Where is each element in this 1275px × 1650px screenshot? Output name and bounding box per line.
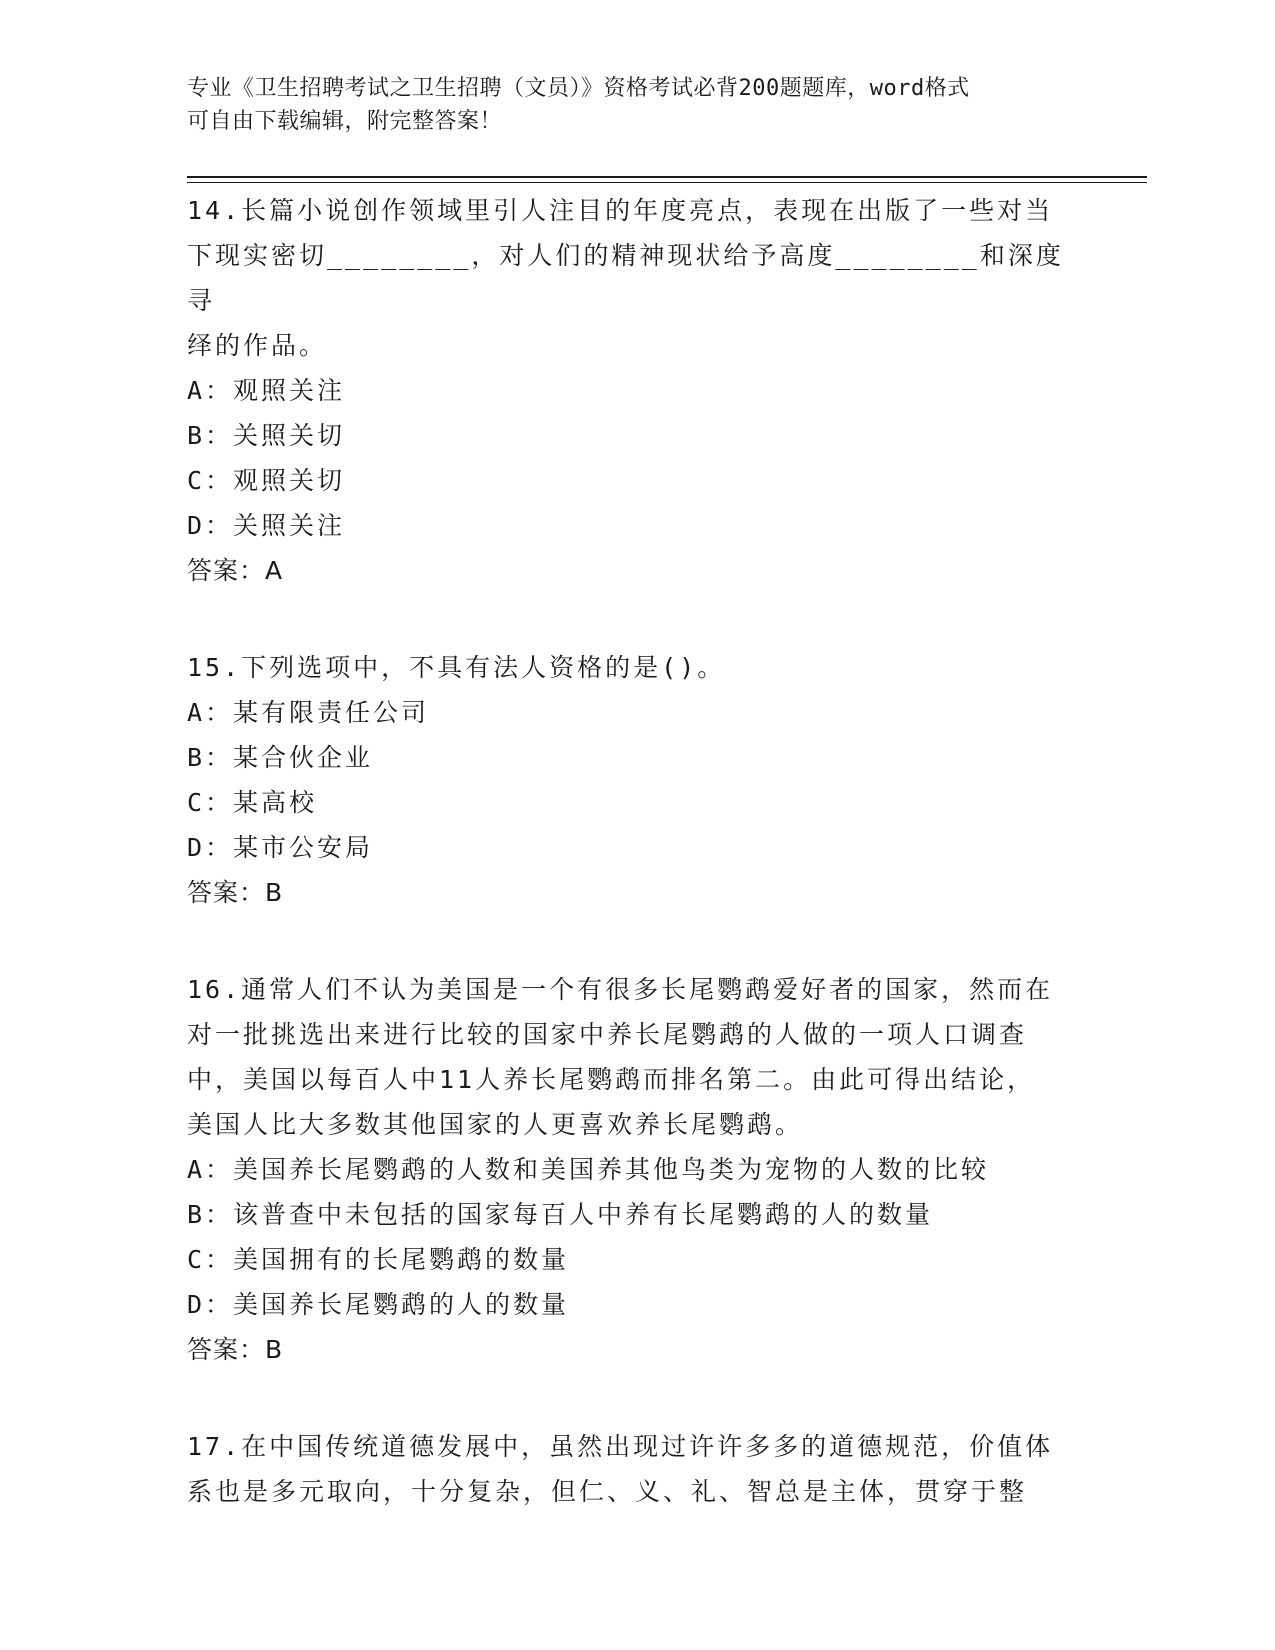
- option-a: A：观照关注: [187, 376, 346, 405]
- question-17: [187, 1424, 1087, 1514]
- option-c: C：某高校: [187, 788, 318, 817]
- option-d: D：关照关注: [187, 511, 346, 540]
- question-stem-line: 中，美国以每百人中11人养长尾鹦鹉而排名第二。由此可得出结论，: [187, 1065, 1036, 1094]
- question-stem-line: 15.下列选项中，不具有法人资格的是()。: [187, 653, 726, 682]
- option-d: D：某市公安局: [187, 833, 374, 862]
- option-b: B：某合伙企业: [187, 743, 374, 772]
- question-16: [187, 967, 1087, 1372]
- option-d: D：美国养长尾鹦鹉的人的数量: [187, 1290, 570, 1319]
- question-list: [187, 188, 1087, 1514]
- question-stem-line: 16.通常人们不认为美国是一个有很多长尾鹦鹉爱好者的国家，然而在: [187, 975, 1054, 1004]
- question-stem-line: 绎的作品。: [187, 331, 328, 360]
- answer-line: 答案：B: [187, 1335, 284, 1364]
- header-divider-thick: [187, 176, 1147, 178]
- question-spacer: [187, 915, 1087, 967]
- document-header: [187, 72, 1067, 138]
- header-divider-thin: [187, 182, 1147, 183]
- question-stem-line: 美国人比大多数其他国家的人更喜欢养长尾鹦鹉。: [187, 1110, 804, 1139]
- question-stem-line: 系也是多元取向，十分复杂，但仁、义、礼、智总是主体，贯穿于整: [187, 1477, 1028, 1506]
- option-c: C：观照关切: [187, 466, 346, 495]
- question-spacer: [187, 593, 1087, 645]
- option-a: A：美国养长尾鹦鹉的人数和美国养其他鸟类为宠物的人数的比较: [187, 1155, 990, 1184]
- header-line-1: 专业《卫生招聘考试之卫生招聘（文员）》资格考试必背200题题库，word格式: [187, 76, 970, 101]
- option-a: A：某有限责任公司: [187, 698, 430, 727]
- question-stem-line: 下现实密切________，对人们的精神现状给予高度________和深度寻: [187, 241, 1064, 315]
- question-stem-line: 17.在中国传统道德发展中，虽然出现过许许多多的道德规范，价值体: [187, 1432, 1054, 1461]
- option-c: C：美国拥有的长尾鹦鹉的数量: [187, 1245, 570, 1274]
- answer-line: 答案：B: [187, 878, 284, 907]
- header-line-2: 可自由下载编辑，附完整答案！: [187, 109, 503, 134]
- option-b: B：该普查中未包括的国家每百人中养有长尾鹦鹉的人的数量: [187, 1200, 934, 1229]
- answer-line: 答案：A: [187, 556, 284, 585]
- question-stem-line: 14.长篇小说创作领域里引人注目的年度亮点，表现在出版了一些对当: [187, 196, 1054, 225]
- question-15: [187, 645, 1087, 915]
- option-b: B：关照关切: [187, 421, 346, 450]
- question-14: [187, 188, 1087, 593]
- question-stem-line: 对一批挑选出来进行比较的国家中养长尾鹦鹉的人做的一项人口调查: [187, 1020, 1028, 1049]
- question-spacer: [187, 1372, 1087, 1424]
